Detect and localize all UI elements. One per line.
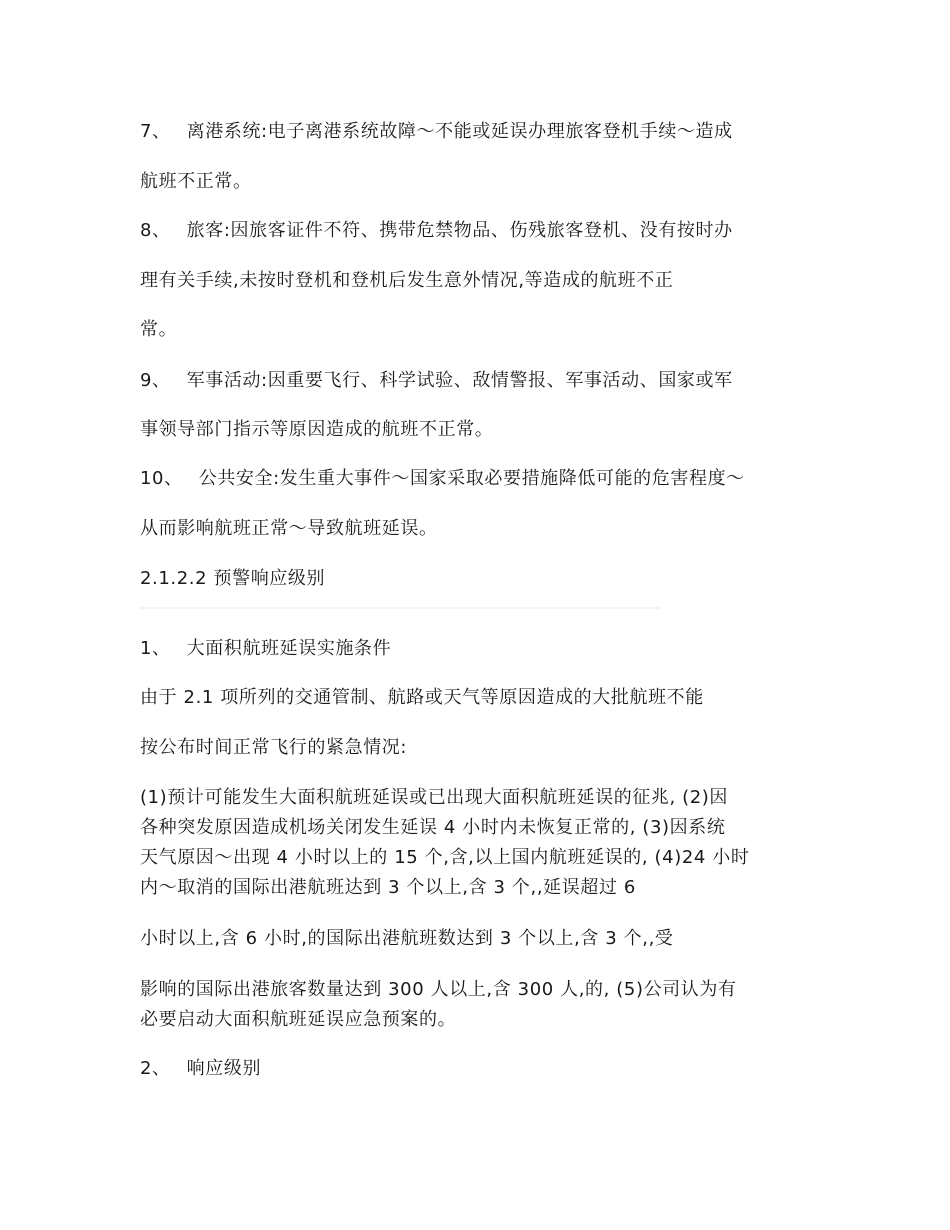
paragraph-4-line-2: 必要启动大面积航班延误应急预案的。 bbox=[140, 1009, 457, 1030]
divider bbox=[140, 607, 660, 609]
paragraph-2-line-1: (1)预计可能发生大面积航班延误或已出现大面积航班延误的征兆, (2)因 bbox=[140, 787, 729, 808]
subsection-1-title bbox=[140, 637, 391, 661]
item-10-text: 公共安全:发生重大事件～国家采取必要措施降低可能的危害程度～ bbox=[198, 468, 745, 489]
subsection-1-text: 大面积航班延误实施条件 bbox=[186, 638, 392, 659]
item-9-text: 军事活动:因重要飞行、科学试验、敌情警报、军事活动、国家或军 bbox=[186, 370, 733, 391]
subsection-2-title bbox=[140, 1057, 261, 1081]
item-10-line-2: 从而影响航班正常～导致航班延误。 bbox=[140, 518, 438, 539]
subsection-2-number: 2、 bbox=[140, 1058, 171, 1079]
item-7-text: 离港系统:电子离港系统故障～不能或延误办理旅客登机手续～造成 bbox=[186, 121, 733, 142]
paragraph-2-line-3: 天气原因～出现 4 小时以上的 15 个,含,以上国内航班延误的, (4)24 小时 bbox=[140, 847, 750, 868]
item-7-line-2: 航班不正常。 bbox=[140, 171, 252, 192]
item-9-line-1 bbox=[140, 369, 733, 393]
section-heading: 2.1.2.2 预警响应级别 bbox=[140, 568, 326, 589]
item-8-text: 旅客:因旅客证件不符、携带危禁物品、伤残旅客登机、没有按时办 bbox=[186, 220, 733, 241]
paragraph-2-line-4: 内～取消的国际出港航班达到 3 个以上,含 3 个,,延误超过 6 bbox=[140, 877, 636, 898]
item-8-number: 8、 bbox=[140, 220, 171, 241]
item-9-line-2: 事领导部门指示等原因造成的航班不正常。 bbox=[140, 419, 494, 440]
paragraph-4-line-1: 影响的国际出港旅客数量达到 300 人以上,含 300 人,的, (5)公司认为有 bbox=[140, 979, 737, 1000]
subsection-2-text: 响应级别 bbox=[186, 1058, 262, 1079]
item-8-line-1 bbox=[140, 219, 733, 243]
paragraph-2-line-2: 各种突发原因造成机场关闭发生延误 4 小时内未恢复正常的, (3)因系统 bbox=[140, 817, 726, 838]
item-10-number: 10、 bbox=[140, 468, 183, 489]
paragraph-1-line-2: 按公布时间正常飞行的紧急情况: bbox=[140, 737, 408, 758]
item-7-number: 7、 bbox=[140, 121, 171, 142]
subsection-1-number: 1、 bbox=[140, 638, 171, 659]
item-9-number: 9、 bbox=[140, 370, 171, 391]
item-7-line-1 bbox=[140, 120, 733, 144]
item-8-line-2: 理有关手续,未按时登机和登机后发生意外情况,等造成的航班不正 bbox=[140, 270, 674, 291]
paragraph-3-line-1: 小时以上,含 6 小时,的国际出港航班数达到 3 个以上,含 3 个,,受 bbox=[140, 928, 674, 949]
paragraph-1-line-1: 由于 2.1 项所列的交通管制、航路或天气等原因造成的大批航班不能 bbox=[140, 687, 704, 708]
item-10-line-1 bbox=[140, 467, 745, 491]
item-8-line-3: 常。 bbox=[140, 319, 178, 340]
